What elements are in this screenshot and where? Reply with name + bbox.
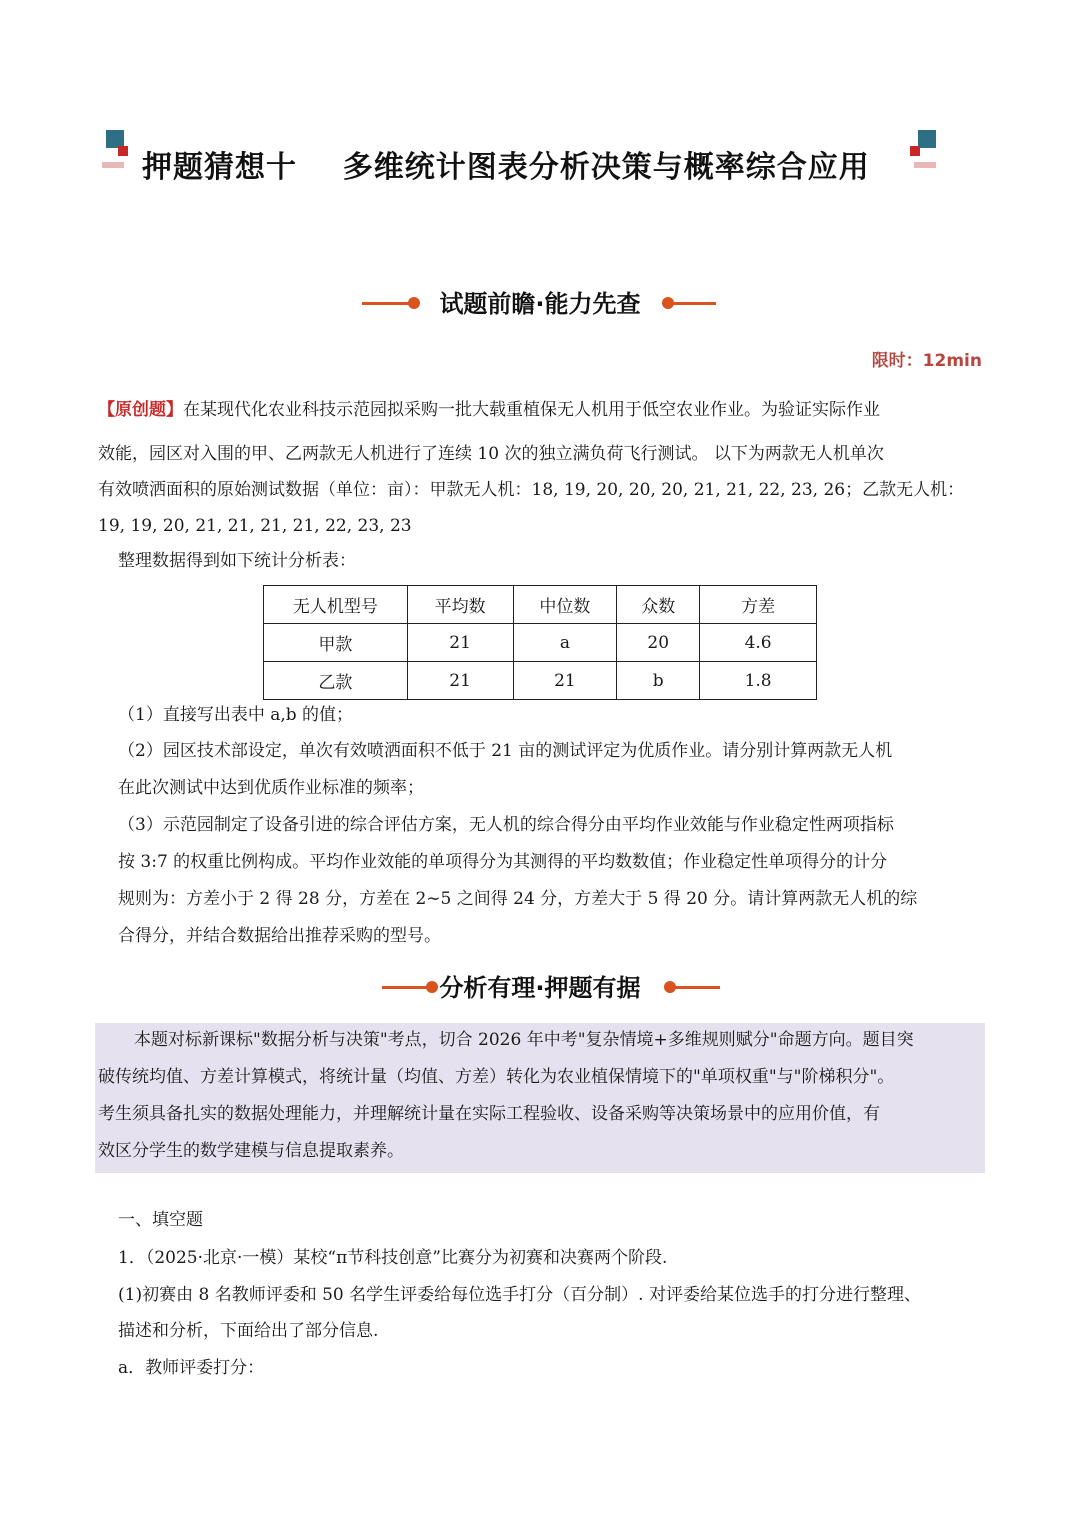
table-header: 无人机型号 bbox=[264, 586, 408, 624]
title-deco-left-icon bbox=[100, 128, 132, 180]
question-2-line-1: （2）园区技术部设定，单次有效喷洒面积不低于 21 亩的测试评定为优质作业。请分别计算两款无人机 bbox=[118, 741, 893, 761]
table-cell: 20 bbox=[617, 624, 700, 662]
problem-line-4: 19, 19, 20, 21, 21, 21, 21, 22, 23, 23 bbox=[98, 516, 412, 536]
problem-line-3: 有效喷洒面积的原始测试数据（单位：亩）：甲款无人机：18, 19, 20, 20, 20, 21, 21, 22, 23, 26；乙款无人机： bbox=[98, 480, 965, 500]
table-cell: a bbox=[513, 624, 617, 662]
problem-line-5: 整理数据得到如下统计分析表： bbox=[118, 551, 356, 571]
title-row bbox=[100, 128, 940, 198]
question-3-line-1: （3）示范园制定了设备引进的综合评估方案，无人机的综合得分由平均作业效能与作业稳定性两项指标 bbox=[118, 815, 894, 835]
question-2-line-2: 在此次测试中达到优质作业标准的频率； bbox=[118, 778, 424, 798]
table-cell: 乙款 bbox=[264, 662, 408, 700]
table-cell: 21 bbox=[407, 624, 513, 662]
section-title: 分析有理·押题有据 bbox=[439, 974, 641, 1002]
problem-text-1: 在某现代化农业科技示范园拟采购一批大载重植保无人机用于低空农业作业。为验证实际作业 bbox=[183, 400, 880, 420]
table-header: 中位数 bbox=[513, 586, 617, 624]
question-3-line-2: 按 3:7 的权重比例构成。平均作业效能的单项得分为其测得的平均数数值；作业稳定性单项得分的计分 bbox=[118, 852, 888, 872]
table-row bbox=[264, 662, 817, 700]
analysis-line-1: 本题对标新课标"数据分析与决策"考点，切合 2026 年中考"复杂情境+多维规则赋分"命题方向。题目突 bbox=[134, 1030, 914, 1050]
section-line-right bbox=[668, 302, 716, 305]
question-3-line-3: 规则为：方差小于 2 得 28 分，方差在 2∼5 之间得 24 分，方差大于 5 得 20 分。请计算两款无人机的综 bbox=[118, 889, 918, 909]
title-left: 押题猜想十 bbox=[142, 150, 297, 185]
item-1-sub-1-line-1: (1)初赛由 8 名教师评委和 50 名学生评委给每位选手打分（百分制）. 对评委给某位选手的打分进行整理、 bbox=[118, 1285, 921, 1305]
section-line-right bbox=[670, 986, 720, 989]
title-right: 多维统计图表分析决策与概率综合应用 bbox=[342, 150, 870, 185]
problem-line-2: 效能，园区对入围的甲、乙两款无人机进行了连续 10 次的独立满负荷飞行测试。 以下为两款无人机单次 bbox=[98, 444, 884, 464]
section-header-preview bbox=[0, 282, 1080, 322]
table-cell: b bbox=[617, 662, 700, 700]
table-row bbox=[264, 624, 817, 662]
analysis-line-2: 破传统均值、方差计算模式，将统计量（均值、方差）转化为农业植保情境下的"单项权重"与"阶梯积分"。 bbox=[98, 1067, 895, 1087]
table-cell: 21 bbox=[407, 662, 513, 700]
analysis-line-4: 效区分学生的数学建模与信息提取素养。 bbox=[98, 1141, 404, 1161]
table-cell: 1.8 bbox=[700, 662, 817, 700]
table-cell: 21 bbox=[513, 662, 617, 700]
table-header: 平均数 bbox=[407, 586, 513, 624]
analysis-line-3: 考生须具备扎实的数据处理能力，并理解统计量在实际工程验收、设备采购等决策场景中的应用价值，有 bbox=[98, 1104, 880, 1124]
table-header: 众数 bbox=[617, 586, 700, 624]
part-heading: 一、填空题 bbox=[118, 1210, 203, 1230]
table-cell: 甲款 bbox=[264, 624, 408, 662]
problem-line-1 bbox=[98, 392, 988, 428]
section-title: 试题前瞻·能力先查 bbox=[439, 290, 641, 318]
page-title bbox=[142, 142, 870, 186]
original-tag: 【原创题】 bbox=[98, 400, 183, 420]
item-1-sub-1-line-2: 描述和分析，下面给出了部分信息. bbox=[118, 1321, 379, 1341]
table-header-row bbox=[264, 586, 817, 624]
question-1: （1）直接写出表中 a,b 的值； bbox=[118, 705, 354, 725]
question-3-line-4: 合得分，并结合数据给出推荐采购的型号。 bbox=[118, 926, 441, 946]
table-cell: 4.6 bbox=[700, 624, 817, 662]
table-header: 方差 bbox=[700, 586, 817, 624]
title-deco-right-icon bbox=[908, 128, 940, 180]
time-limit: 限时：12min bbox=[871, 351, 982, 371]
section-header-analysis bbox=[0, 966, 1080, 1006]
stats-table bbox=[263, 585, 817, 700]
item-1: 1．（2025·北京·一模）某校“π节科技创意”比赛分为初赛和决赛两个阶段. bbox=[118, 1248, 668, 1268]
item-1-a: a．教师评委打分： bbox=[118, 1358, 265, 1378]
